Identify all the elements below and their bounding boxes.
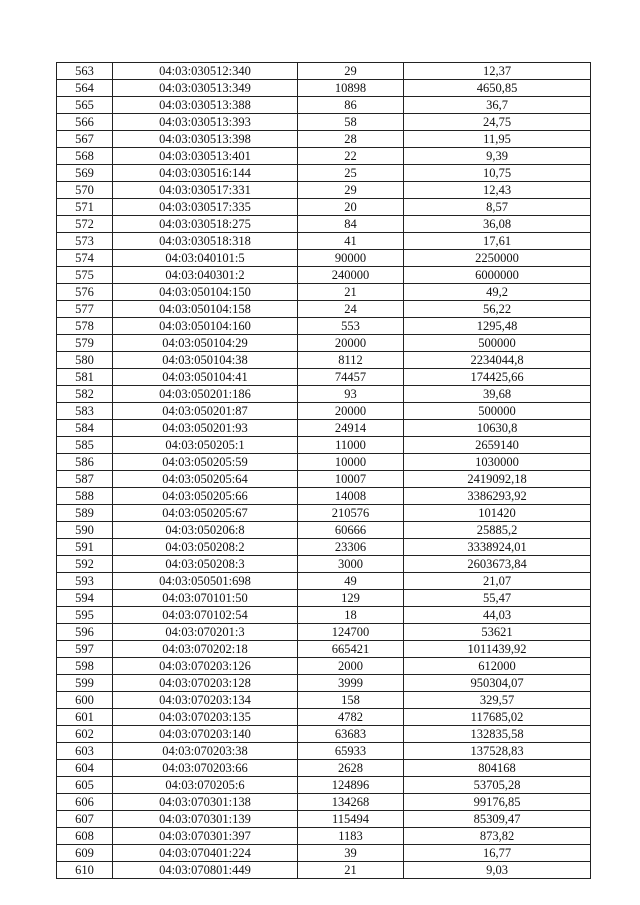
table-row xyxy=(57,352,591,369)
cadastral-number-cell: 04:03:070203:128 xyxy=(113,675,298,692)
table-row xyxy=(57,386,591,403)
area-cell: 553 xyxy=(298,318,404,335)
cadastral-number-cell: 04:03:050501:698 xyxy=(113,573,298,590)
area-cell: 49 xyxy=(298,573,404,590)
table-row xyxy=(57,556,591,573)
row-number-cell: 589 xyxy=(57,505,113,522)
area-cell: 41 xyxy=(298,233,404,250)
cadastral-number-cell: 04:03:040101:5 xyxy=(113,250,298,267)
cadastral-number-cell: 04:03:070203:140 xyxy=(113,726,298,743)
area-cell: 21 xyxy=(298,862,404,879)
row-number-cell: 590 xyxy=(57,522,113,539)
area-cell: 158 xyxy=(298,692,404,709)
row-number-cell: 585 xyxy=(57,437,113,454)
value-cell: 500000 xyxy=(404,335,591,352)
cadastral-number-cell: 04:03:070301:138 xyxy=(113,794,298,811)
table-row xyxy=(57,675,591,692)
value-cell: 9,39 xyxy=(404,148,591,165)
area-cell: 2628 xyxy=(298,760,404,777)
table-row xyxy=(57,777,591,794)
table-row xyxy=(57,743,591,760)
table-row xyxy=(57,199,591,216)
value-cell: 1011439,92 xyxy=(404,641,591,658)
cadastral-number-cell: 04:03:030518:318 xyxy=(113,233,298,250)
row-number-cell: 572 xyxy=(57,216,113,233)
table-row xyxy=(57,692,591,709)
table-row xyxy=(57,420,591,437)
row-number-cell: 567 xyxy=(57,131,113,148)
table-row xyxy=(57,63,591,80)
value-cell: 500000 xyxy=(404,403,591,420)
table-row xyxy=(57,216,591,233)
row-number-cell: 597 xyxy=(57,641,113,658)
row-number-cell: 573 xyxy=(57,233,113,250)
cadastral-number-cell: 04:03:030513:393 xyxy=(113,114,298,131)
table-row xyxy=(57,828,591,845)
area-cell: 21 xyxy=(298,284,404,301)
table-row xyxy=(57,318,591,335)
value-cell: 3338924,01 xyxy=(404,539,591,556)
cadastral-number-cell: 04:03:070301:397 xyxy=(113,828,298,845)
cadastral-number-cell: 04:03:050205:59 xyxy=(113,454,298,471)
value-cell: 49,2 xyxy=(404,284,591,301)
row-number-cell: 598 xyxy=(57,658,113,675)
table-row xyxy=(57,505,591,522)
table-row xyxy=(57,97,591,114)
area-cell: 1183 xyxy=(298,828,404,845)
value-cell: 2250000 xyxy=(404,250,591,267)
area-cell: 240000 xyxy=(298,267,404,284)
value-cell: 21,07 xyxy=(404,573,591,590)
value-cell: 2419092,18 xyxy=(404,471,591,488)
table-row xyxy=(57,607,591,624)
table-row xyxy=(57,709,591,726)
table-row xyxy=(57,165,591,182)
area-cell: 20000 xyxy=(298,403,404,420)
table-row xyxy=(57,845,591,862)
table-row xyxy=(57,760,591,777)
table-row xyxy=(57,658,591,675)
area-cell: 58 xyxy=(298,114,404,131)
area-cell: 124700 xyxy=(298,624,404,641)
table-row xyxy=(57,590,591,607)
value-cell: 24,75 xyxy=(404,114,591,131)
area-cell: 124896 xyxy=(298,777,404,794)
cadastral-number-cell: 04:03:050104:41 xyxy=(113,369,298,386)
cadastral-number-cell: 04:03:070102:54 xyxy=(113,607,298,624)
table-row xyxy=(57,471,591,488)
table-row xyxy=(57,250,591,267)
area-cell: 29 xyxy=(298,182,404,199)
cadastral-number-cell: 04:03:070201:3 xyxy=(113,624,298,641)
value-cell: 17,61 xyxy=(404,233,591,250)
cadastral-number-cell: 04:03:050201:93 xyxy=(113,420,298,437)
value-cell: 11,95 xyxy=(404,131,591,148)
value-cell: 53621 xyxy=(404,624,591,641)
area-cell: 25 xyxy=(298,165,404,182)
area-cell: 65933 xyxy=(298,743,404,760)
cadastral-number-cell: 04:03:070205:6 xyxy=(113,777,298,794)
row-number-cell: 592 xyxy=(57,556,113,573)
area-cell: 115494 xyxy=(298,811,404,828)
cadastral-number-cell: 04:03:070203:135 xyxy=(113,709,298,726)
area-cell: 22 xyxy=(298,148,404,165)
value-cell: 2659140 xyxy=(404,437,591,454)
row-number-cell: 601 xyxy=(57,709,113,726)
table-row xyxy=(57,267,591,284)
cadastral-number-cell: 04:03:050201:186 xyxy=(113,386,298,403)
row-number-cell: 586 xyxy=(57,454,113,471)
table-row xyxy=(57,488,591,505)
row-number-cell: 564 xyxy=(57,80,113,97)
area-cell: 90000 xyxy=(298,250,404,267)
area-cell: 134268 xyxy=(298,794,404,811)
value-cell: 950304,07 xyxy=(404,675,591,692)
table-row xyxy=(57,454,591,471)
cadastral-number-cell: 04:03:050205:66 xyxy=(113,488,298,505)
area-cell: 18 xyxy=(298,607,404,624)
area-cell: 28 xyxy=(298,131,404,148)
cadastral-number-cell: 04:03:050208:2 xyxy=(113,539,298,556)
row-number-cell: 582 xyxy=(57,386,113,403)
row-number-cell: 596 xyxy=(57,624,113,641)
area-cell: 665421 xyxy=(298,641,404,658)
cadastral-number-cell: 04:03:070101:50 xyxy=(113,590,298,607)
area-cell: 10007 xyxy=(298,471,404,488)
value-cell: 9,03 xyxy=(404,862,591,879)
cadastral-number-cell: 04:03:050104:160 xyxy=(113,318,298,335)
table-row xyxy=(57,80,591,97)
row-number-cell: 581 xyxy=(57,369,113,386)
value-cell: 612000 xyxy=(404,658,591,675)
value-cell: 36,7 xyxy=(404,97,591,114)
table-row xyxy=(57,114,591,131)
value-cell: 99176,85 xyxy=(404,794,591,811)
value-cell: 56,22 xyxy=(404,301,591,318)
area-cell: 14008 xyxy=(298,488,404,505)
table-row xyxy=(57,403,591,420)
table-row xyxy=(57,811,591,828)
area-cell: 3000 xyxy=(298,556,404,573)
cadastral-number-cell: 04:03:030512:340 xyxy=(113,63,298,80)
table-row xyxy=(57,641,591,658)
row-number-cell: 600 xyxy=(57,692,113,709)
row-number-cell: 565 xyxy=(57,97,113,114)
row-number-cell: 569 xyxy=(57,165,113,182)
cadastral-number-cell: 04:03:030516:144 xyxy=(113,165,298,182)
table-row xyxy=(57,522,591,539)
value-cell: 85309,47 xyxy=(404,811,591,828)
value-cell: 10630,8 xyxy=(404,420,591,437)
table-row xyxy=(57,624,591,641)
value-cell: 53705,28 xyxy=(404,777,591,794)
cadastral-number-cell: 04:03:030513:398 xyxy=(113,131,298,148)
row-number-cell: 610 xyxy=(57,862,113,879)
cadastral-number-cell: 04:03:040301:2 xyxy=(113,267,298,284)
value-cell: 39,68 xyxy=(404,386,591,403)
area-cell: 11000 xyxy=(298,437,404,454)
value-cell: 12,37 xyxy=(404,63,591,80)
area-cell: 3999 xyxy=(298,675,404,692)
row-number-cell: 570 xyxy=(57,182,113,199)
cadastral-number-cell: 04:03:030513:349 xyxy=(113,80,298,97)
area-cell: 39 xyxy=(298,845,404,862)
row-number-cell: 576 xyxy=(57,284,113,301)
table-row xyxy=(57,794,591,811)
value-cell: 4650,85 xyxy=(404,80,591,97)
value-cell: 329,57 xyxy=(404,692,591,709)
area-cell: 24 xyxy=(298,301,404,318)
cadastral-number-cell: 04:03:050201:87 xyxy=(113,403,298,420)
cadastral-number-cell: 04:03:030517:335 xyxy=(113,199,298,216)
value-cell: 36,08 xyxy=(404,216,591,233)
value-cell: 2234044,8 xyxy=(404,352,591,369)
area-cell: 29 xyxy=(298,63,404,80)
table-row xyxy=(57,233,591,250)
table-row xyxy=(57,301,591,318)
value-cell: 8,57 xyxy=(404,199,591,216)
row-number-cell: 608 xyxy=(57,828,113,845)
cadastral-number-cell: 04:03:050208:3 xyxy=(113,556,298,573)
row-number-cell: 591 xyxy=(57,539,113,556)
table-row xyxy=(57,539,591,556)
cadastral-number-cell: 04:03:050104:38 xyxy=(113,352,298,369)
cadastral-number-cell: 04:03:070301:139 xyxy=(113,811,298,828)
area-cell: 2000 xyxy=(298,658,404,675)
area-cell: 24914 xyxy=(298,420,404,437)
area-cell: 4782 xyxy=(298,709,404,726)
value-cell: 44,03 xyxy=(404,607,591,624)
area-cell: 10898 xyxy=(298,80,404,97)
row-number-cell: 579 xyxy=(57,335,113,352)
area-cell: 86 xyxy=(298,97,404,114)
cadastral-number-cell: 04:03:050104:150 xyxy=(113,284,298,301)
row-number-cell: 574 xyxy=(57,250,113,267)
table-row xyxy=(57,148,591,165)
row-number-cell: 606 xyxy=(57,794,113,811)
cadastral-number-cell: 04:03:070203:126 xyxy=(113,658,298,675)
row-number-cell: 607 xyxy=(57,811,113,828)
value-cell: 174425,66 xyxy=(404,369,591,386)
row-number-cell: 594 xyxy=(57,590,113,607)
cadastral-number-cell: 04:03:030518:275 xyxy=(113,216,298,233)
row-number-cell: 602 xyxy=(57,726,113,743)
value-cell: 16,77 xyxy=(404,845,591,862)
table-row xyxy=(57,131,591,148)
cadastral-number-cell: 04:03:030513:401 xyxy=(113,148,298,165)
area-cell: 129 xyxy=(298,590,404,607)
cadastral-number-cell: 04:03:070202:18 xyxy=(113,641,298,658)
area-cell: 10000 xyxy=(298,454,404,471)
value-cell: 25885,2 xyxy=(404,522,591,539)
row-number-cell: 566 xyxy=(57,114,113,131)
value-cell: 1030000 xyxy=(404,454,591,471)
row-number-cell: 605 xyxy=(57,777,113,794)
value-cell: 101420 xyxy=(404,505,591,522)
table-row xyxy=(57,369,591,386)
area-cell: 210576 xyxy=(298,505,404,522)
value-cell: 12,43 xyxy=(404,182,591,199)
row-number-cell: 563 xyxy=(57,63,113,80)
area-cell: 84 xyxy=(298,216,404,233)
table-body xyxy=(57,63,591,879)
row-number-cell: 575 xyxy=(57,267,113,284)
row-number-cell: 578 xyxy=(57,318,113,335)
row-number-cell: 584 xyxy=(57,420,113,437)
cadastral-number-cell: 04:03:070203:38 xyxy=(113,743,298,760)
row-number-cell: 571 xyxy=(57,199,113,216)
table-row xyxy=(57,335,591,352)
row-number-cell: 593 xyxy=(57,573,113,590)
cadastral-number-cell: 04:03:050205:64 xyxy=(113,471,298,488)
cadastral-number-cell: 04:03:070203:134 xyxy=(113,692,298,709)
row-number-cell: 604 xyxy=(57,760,113,777)
cadastral-number-cell: 04:03:050205:67 xyxy=(113,505,298,522)
row-number-cell: 580 xyxy=(57,352,113,369)
value-cell: 117685,02 xyxy=(404,709,591,726)
data-table xyxy=(56,62,591,879)
area-cell: 8112 xyxy=(298,352,404,369)
cadastral-number-cell: 04:03:070203:66 xyxy=(113,760,298,777)
row-number-cell: 599 xyxy=(57,675,113,692)
value-cell: 10,75 xyxy=(404,165,591,182)
area-cell: 74457 xyxy=(298,369,404,386)
area-cell: 20000 xyxy=(298,335,404,352)
table-row xyxy=(57,437,591,454)
row-number-cell: 583 xyxy=(57,403,113,420)
table-row xyxy=(57,573,591,590)
row-number-cell: 568 xyxy=(57,148,113,165)
cadastral-number-cell: 04:03:070801:449 xyxy=(113,862,298,879)
row-number-cell: 595 xyxy=(57,607,113,624)
value-cell: 6000000 xyxy=(404,267,591,284)
cadastral-number-cell: 04:03:050104:158 xyxy=(113,301,298,318)
area-cell: 63683 xyxy=(298,726,404,743)
value-cell: 55,47 xyxy=(404,590,591,607)
value-cell: 132835,58 xyxy=(404,726,591,743)
cadastral-number-cell: 04:03:030517:331 xyxy=(113,182,298,199)
cadastral-number-cell: 04:03:050104:29 xyxy=(113,335,298,352)
cadastral-number-cell: 04:03:050206:8 xyxy=(113,522,298,539)
value-cell: 3386293,92 xyxy=(404,488,591,505)
area-cell: 23306 xyxy=(298,539,404,556)
row-number-cell: 603 xyxy=(57,743,113,760)
cadastral-number-cell: 04:03:050205:1 xyxy=(113,437,298,454)
value-cell: 2603673,84 xyxy=(404,556,591,573)
cadastral-number-cell: 04:03:070401:224 xyxy=(113,845,298,862)
area-cell: 20 xyxy=(298,199,404,216)
value-cell: 804168 xyxy=(404,760,591,777)
area-cell: 60666 xyxy=(298,522,404,539)
table-row xyxy=(57,862,591,879)
value-cell: 137528,83 xyxy=(404,743,591,760)
cadastral-number-cell: 04:03:030513:388 xyxy=(113,97,298,114)
value-cell: 873,82 xyxy=(404,828,591,845)
table-row xyxy=(57,182,591,199)
row-number-cell: 588 xyxy=(57,488,113,505)
table-row xyxy=(57,726,591,743)
value-cell: 1295,48 xyxy=(404,318,591,335)
row-number-cell: 577 xyxy=(57,301,113,318)
row-number-cell: 587 xyxy=(57,471,113,488)
row-number-cell: 609 xyxy=(57,845,113,862)
table-row xyxy=(57,284,591,301)
area-cell: 93 xyxy=(298,386,404,403)
